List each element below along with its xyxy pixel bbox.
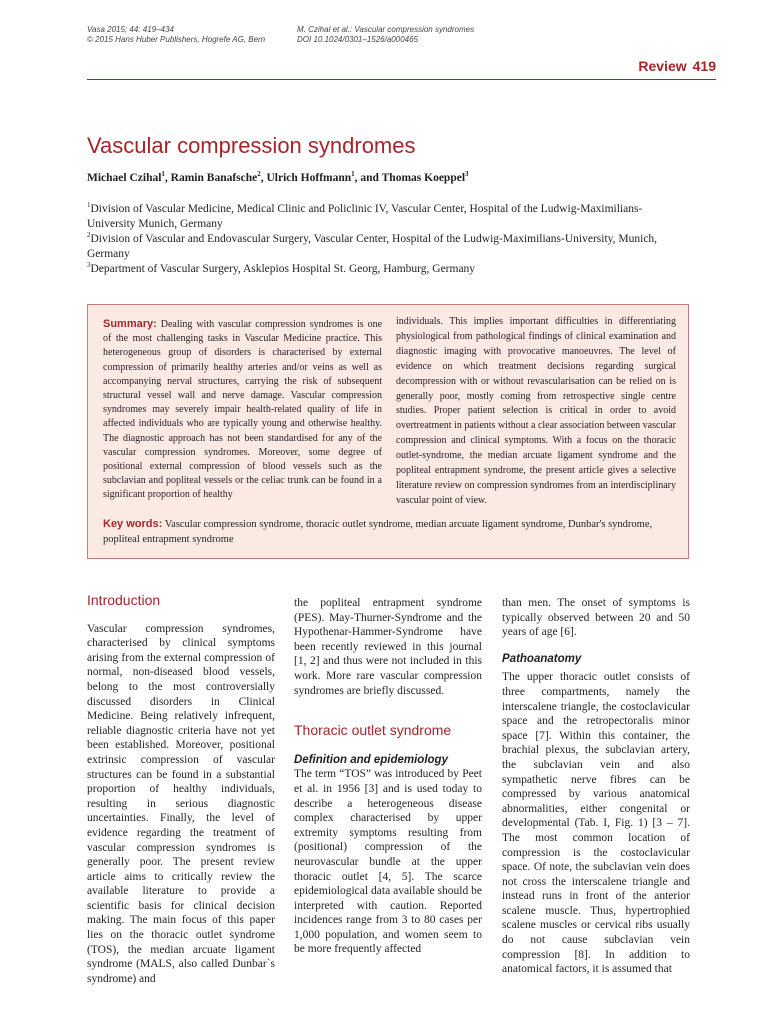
subheading-definition: Definition and epidemiology <box>294 753 448 766</box>
keywords <box>103 517 675 547</box>
keywords-text: Vascular compression syndrome, thoracic outlet syndrome, median arcuate ligament syndrome, Dunbar's syndrome, popliteal entrapment syndrome <box>103 519 653 545</box>
section-heading-tos: Thoracic outlet syndrome <box>294 722 452 739</box>
author-name: Ramin Banafsche <box>170 172 258 184</box>
author-separator: , <box>164 172 171 184</box>
affiliation <box>87 202 687 232</box>
author-name: Thomas Koeppel <box>381 172 466 184</box>
author-affiliation-mark: 1 <box>351 170 355 179</box>
subheading-pathoanatomy: Pathoanatomy <box>502 652 582 665</box>
affiliation-mark: 3 <box>87 261 91 270</box>
affiliation-text: Division of Vascular and Endovascular Surgery, Vascular Center, Hospital of the Ludwig-Maximilians-University, Munich, Germany <box>87 233 658 260</box>
author-name: Michael Czihal <box>87 172 162 184</box>
section-name: Review <box>638 58 687 74</box>
body-column-3 <box>502 596 690 977</box>
abstract-column-2: individuals. This implies important difficulties in differentiating physiological from pathological findings of clinical examination and diagnostic imaging with provocative manoeuvres. The level of evidence on which treatment decisions regarding surgical decompression with or without revascularisation can be relied on is generally poor, mostly coming from retrospective single centre studies. Proper patient selection is critical in order to avoid overtreatment in patients without a clear association between vascular compression and clinical symptoms. With a focus on the thoracic outlet-syndrome, the median arcuate ligament syndrome and the popliteal entrapment syndrome, the present article gives a selective literature review on compression syndromes from an interdisciplinary vascular point of view. <box>396 316 676 506</box>
introduction-continuation: the popliteal entrapment syndrome (PES). May-Thurner-Syndrome and the Hypothenar-Hammer-Syndrome have been recently reviewed in this journal [1, 2] and thus were not included in this work. More rare vascular compression syndromes are briefly discussed. <box>294 597 482 697</box>
introduction-paragraph: Vascular compression syndromes, characterised by clinical symptoms arising from the external compression of normal, non-diseased blood vessels, belong to the most controversially discussed disorders in Clinical Medicine. Being relatively infrequent, reliable diagnostic criteria have not yet been established. Moreover, positional extrinsic compression of vascular structures can be found in a substantial proportion of healthy individuals, resulting in serious diagnostic uncertainties. Finally, the level of evidence regarding the treatment of vascular compression syndromes is generally poor. The present review article aims to critically review the available literature to provide a scientific basis for clinical decision making. The main focus of this paper lies on the thoracic outlet syndrome (TOS), the median arcuate ligament syndrome (MALS, also called Dunbar`s syndrome) and <box>87 622 275 985</box>
header-rule <box>87 79 716 80</box>
author-affiliation-mark: 2 <box>257 170 261 179</box>
pathoanatomy-paragraph: The upper thoracic outlet consists of three compartments, namely the interscalene triangle, the costoclavicular space and the retropectoralis minor space [7]. Within this container, the brachial plexus, the subclavian artery, the subclavian vein and also sympathetic nerve fibres can be compressed by various anatomical abnormalities, either congenital or developmental (Tab. I, Fig. 1) [3 – 7]. The most common location of compression is the costoclavicular space. Of note, the subclavian vein does not cross the interscalene triangle and instead runs in front of the anterior scalene muscle. Thus, hypertrophied scalene muscles or cervical ribs usually do not cause subclavian vein compression [8]. In addition to anatomical factors, it is assumed that <box>502 671 690 976</box>
abstract-box <box>87 304 689 559</box>
journal-citation: Vasa 2015; 44: 419–434 © 2015 Hans Huber Publishers, Hogrefe AG, Bern <box>87 25 266 44</box>
affiliation-text: Department of Vascular Surgery, Asklepios Hospital St. Georg, Hamburg, Germany <box>90 263 476 275</box>
summary-label: Summary: <box>103 318 157 330</box>
page-number: 419 <box>692 58 716 74</box>
author-separator: , and <box>354 172 382 184</box>
author-affiliation-mark: 1 <box>161 170 165 179</box>
running-header: M. Czihal et al.: Vascular compression syndromes DOI 10.1024/0301–1526/a000465 <box>297 25 475 44</box>
affiliation <box>87 262 687 277</box>
affiliation-mark: 2 <box>87 231 91 240</box>
summary-text: Dealing with vascular compression syndromes is one of the most challenging tasks in Vascular Medicine practice. This heterogeneous group of disorders is characterised by external compression of primarily healthy arteries and/or veins as well as accompanying nerval structures, carrying the risk of subsequent structural vessel wall and nerve damage. Vascular compression syndromes may severely impair health-related quality of life in affected individuals who are typically young and otherwise healthy. The diagnostic approach has not been standardised for any of the vascular compression syndromes. Moreover, some degree of positional external compression of blood vessels such as the subclavian and popliteal vessels or the celiac trunk can be found in a significant proportion of healthy <box>103 319 383 501</box>
affiliations <box>87 202 687 277</box>
author-list <box>87 172 469 184</box>
body-column-1 <box>87 593 275 986</box>
epidemiology-continuation: than men. The onset of symptoms is typically observed between 20 and 50 years of age [6]. <box>502 597 690 639</box>
author-name: Ulrich Hoffmann <box>266 172 352 184</box>
definition-paragraph: The term “TOS” was introduced by Peet et al. in 1956 [3] and is used today to describe a heterogeneous disease complex characterised by upper extremity symptoms resulting from (positional) compression of the neurovascular bundle at the upper thoracic outlet [4, 5]. The scarce epidemiological data available should be interpreted with caution. Reported incidences range from 3 to 80 cases per 1,000 population, and women seem to be more frequently affected <box>294 768 482 956</box>
section-label <box>638 58 716 74</box>
author-affiliation-mark: 3 <box>465 170 469 179</box>
section-heading-introduction: Introduction <box>87 592 161 608</box>
affiliation-text: Division of Vascular Medicine, Medical Clinic and Policlinic IV, Vascular Center, Hospital of the Ludwig-Maximilians-University Munich, Germany <box>87 203 643 230</box>
article-title: Vascular compression syndromes <box>87 133 416 158</box>
affiliation <box>87 232 687 262</box>
body-column-2 <box>294 596 482 957</box>
abstract-column-1 <box>103 317 382 503</box>
affiliation-mark: 1 <box>87 201 91 210</box>
keywords-label: Key words: <box>103 518 163 530</box>
author-separator: , <box>260 172 267 184</box>
